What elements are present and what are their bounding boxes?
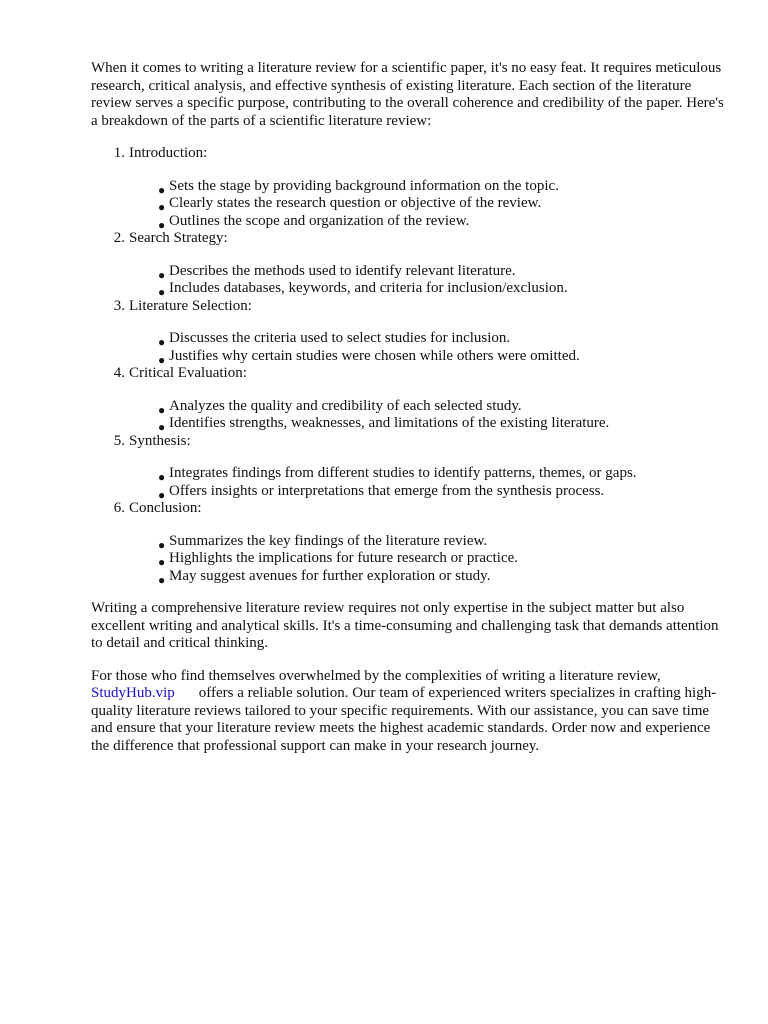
studyhub-link[interactable]: StudyHub.vip (91, 685, 175, 701)
bullet-item (158, 532, 731, 552)
section-item (113, 297, 731, 367)
bullet-item (158, 465, 731, 484)
bullet-dot-icon: ● (158, 537, 166, 552)
bullet-list (129, 178, 731, 231)
bullet-text: Offers insights or interpretations that emerge from the synthesis process. (169, 482, 605, 499)
bullet-text: Summarizes the key findings of the literature review. (169, 532, 488, 549)
bullet-item (158, 330, 731, 349)
bullet-text: Discusses the criteria used to select studies for inclusion. (169, 330, 511, 346)
bullet-list (129, 263, 731, 298)
bullet-list (129, 330, 731, 365)
bullet-item (158, 482, 731, 502)
bullet-item (158, 262, 731, 282)
bullet-dot-icon: ● (158, 470, 166, 484)
bullet-dot-icon: ● (158, 572, 166, 587)
bullet-item (158, 280, 731, 299)
promo-lead-text: For those who find themselves overwhelmed by the complexities of writing a literature review, (91, 667, 661, 684)
intro-paragraph: When it comes to writing a literature review for a scientific paper, it's no easy feat. It requires meticulous research, critical analysis, and effective synthesis of existing literature. Each section of the literature review serves a specific purpose, contributing to the overall coherence and credibility of the paper. Here's a breakdown of the parts of a scientific literature review: (91, 60, 724, 129)
bullet-list (129, 533, 731, 586)
bullet-text: Justifies why certain studies were chosen while others were omitted. (169, 347, 580, 364)
section-number: 5. (113, 432, 125, 449)
bullet-text: Highlights the implications for future research or practice. (169, 550, 519, 566)
bullet-text: Includes databases, keywords, and criteria for inclusion/exclusion. (169, 280, 568, 296)
bullet-item (158, 195, 731, 214)
bullet-text: Outlines the scope and organization of the review. (169, 212, 470, 229)
section-item (113, 432, 731, 502)
bullet-text: Clearly states the research question or objective of the review. (169, 195, 542, 211)
document-page (91, 60, 731, 755)
bullet-text: Analyzes the quality and credibility of each selected study. (169, 397, 522, 414)
bullet-dot-icon: ● (158, 487, 166, 502)
bullet-item (158, 177, 731, 197)
section-item (113, 500, 731, 587)
section-title: Synthesis: (129, 432, 191, 449)
bullet-item (158, 212, 731, 232)
section-title: Search Strategy: (129, 230, 228, 246)
bullet-dot-icon: ● (158, 402, 166, 417)
section-number: 4. (113, 365, 125, 381)
promo-paragraph (91, 668, 731, 756)
bullet-dot-icon: ● (158, 182, 166, 197)
bullet-item (158, 567, 731, 587)
bullet-dot-icon: ● (158, 555, 166, 569)
bullet-list (129, 465, 731, 500)
bullet-text: Sets the stage by providing background information on the topic. (169, 177, 559, 194)
section-number: 1. (113, 145, 125, 161)
section-title: Introduction: (129, 145, 208, 161)
bullet-dot-icon: ● (158, 267, 166, 282)
bullet-text: Identifies strengths, weaknesses, and limitations of the existing literature. (169, 415, 610, 431)
section-number: 2. (113, 230, 125, 246)
sections-list (91, 145, 731, 585)
bullet-dot-icon: ● (158, 285, 166, 299)
section-title: Critical Evaluation: (129, 365, 247, 381)
section-number: 3. (113, 297, 125, 314)
bullet-item (158, 415, 731, 434)
bullet-text: May suggest avenues for further exploration or study. (169, 567, 491, 584)
closing-paragraph: Writing a comprehensive literature review requires not only expertise in the subject matter but also excellent writing and analytical skills. It's a time-consuming and challenging task that demands attention to detail and critical thinking. (91, 600, 719, 651)
section-item (113, 145, 731, 232)
bullet-dot-icon: ● (158, 200, 166, 214)
section-number: 6. (113, 500, 125, 516)
bullet-list (129, 398, 731, 433)
section-title: Literature Selection: (129, 297, 252, 314)
bullet-dot-icon: ● (158, 335, 166, 349)
bullet-item (158, 550, 731, 569)
section-title: Conclusion: (129, 500, 202, 516)
promo-tail-text: offers a reliable solution. Our team of experienced writers specializes in crafting high-quality literature reviews tailored to your specific requirements. With our assistance, you can save time and ensure that your literature review meets the highest academic standards. Order now and experience the difference that professional support can make in your research journey. (91, 685, 717, 754)
bullet-dot-icon: ● (158, 352, 166, 367)
bullet-dot-icon: ● (158, 217, 166, 232)
bullet-text: Integrates findings from different studies to identify patterns, themes, or gaps. (169, 465, 637, 481)
bullet-dot-icon: ● (158, 420, 166, 434)
section-item (113, 230, 731, 299)
section-item (113, 365, 731, 434)
bullet-item (158, 397, 731, 417)
bullet-text: Describes the methods used to identify relevant literature. (169, 262, 516, 279)
bullet-item (158, 347, 731, 367)
